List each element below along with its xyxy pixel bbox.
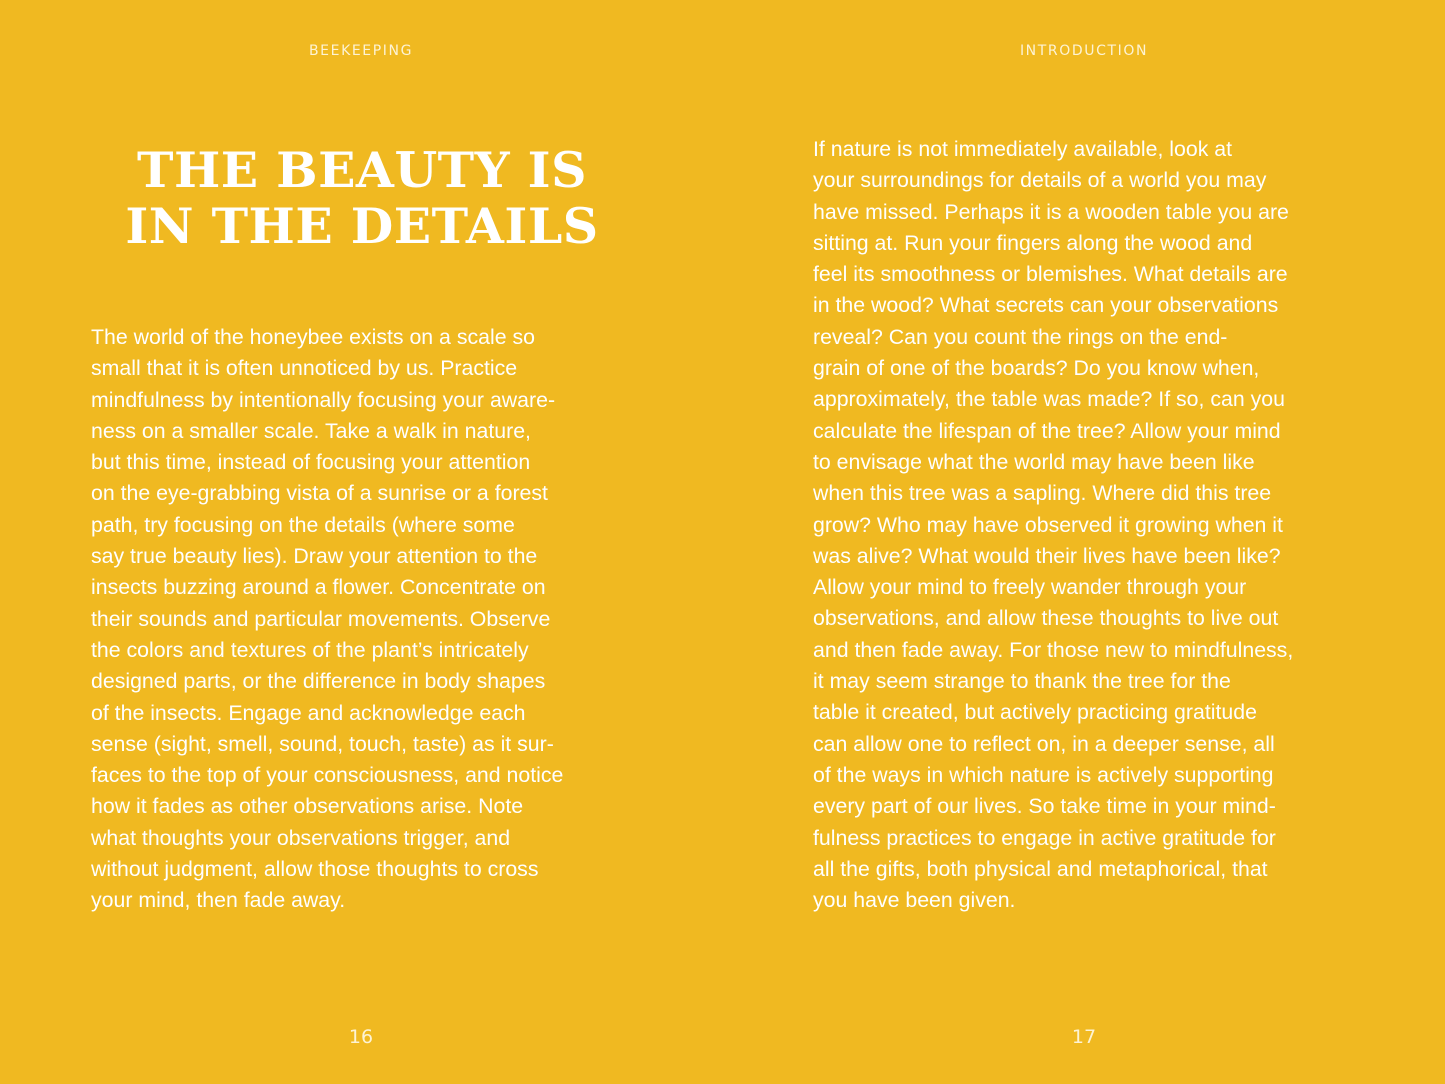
text-line: it may seem strange to thank the tree for the bbox=[813, 669, 1231, 694]
text-line: sense (sight, smell, sound, touch, taste) as it sur- bbox=[91, 731, 554, 756]
page-number-right: 17 bbox=[1071, 1026, 1097, 1048]
left-body-text bbox=[91, 322, 563, 917]
text-line: was alive? What would their lives have been like? bbox=[813, 543, 1281, 568]
chapter-title bbox=[92, 142, 632, 254]
text-line: designed parts, or the difference in body shapes bbox=[91, 669, 546, 694]
text-line: say true beauty lies). Draw your attention to the bbox=[91, 544, 538, 569]
text-line: sitting at. Run your fingers along the wood and bbox=[813, 230, 1253, 255]
text-line: and then fade away. For those new to mindfulness, bbox=[813, 637, 1294, 662]
text-line: feel its smoothness or blemishes. What details are bbox=[813, 262, 1288, 287]
text-line: table it created, but actively practicing gratitude bbox=[813, 700, 1257, 725]
text-line: of the insects. Engage and acknowledge each bbox=[91, 700, 526, 725]
text-line: on the eye-grabbing vista of a sunrise or a forest bbox=[91, 481, 548, 506]
chapter-title-line: IN THE DETAILS bbox=[125, 197, 599, 255]
chapter-title-line: THE BEAUTY IS bbox=[137, 141, 587, 199]
text-line: calculate the lifespan of the tree? Allow your mind bbox=[813, 418, 1281, 443]
text-line: you have been given. bbox=[813, 888, 1016, 913]
text-line: insects buzzing around a flower. Concentrate on bbox=[91, 575, 546, 600]
text-line: how it fades as other observations arise. Note bbox=[91, 794, 524, 819]
text-line: path, try focusing on the details (where some bbox=[91, 512, 515, 537]
text-line: mindfulness by intentionally focusing your aware- bbox=[91, 387, 556, 412]
text-line: can allow one to reflect on, in a deeper sense, all bbox=[813, 731, 1275, 756]
text-line: without judgment, allow those thoughts to cross bbox=[91, 857, 539, 882]
text-line: The world of the honeybee exists on a scale so bbox=[91, 325, 535, 349]
text-line: when this tree was a sapling. Where did this tree bbox=[813, 481, 1272, 506]
text-line: what thoughts your observations trigger, and bbox=[91, 825, 511, 850]
text-line: to envisage what the world may have been like bbox=[813, 449, 1255, 474]
text-line: If nature is not immediately available, look at bbox=[813, 137, 1233, 161]
text-line: grain of one of the boards? Do you know when, bbox=[813, 356, 1260, 381]
text-line: your mind, then fade away. bbox=[91, 888, 346, 913]
right-body-text bbox=[813, 134, 1293, 916]
text-line: your surroundings for details of a world you may bbox=[813, 168, 1267, 193]
text-line: of the ways in which nature is actively supporting bbox=[813, 762, 1274, 787]
text-line: Allow your mind to freely wander through your bbox=[813, 575, 1247, 600]
running-head-left bbox=[0, 43, 722, 59]
text-line: faces to the top of your consciousness, and notice bbox=[91, 763, 564, 788]
text-line: fulness practices to engage in active gratitude for bbox=[813, 825, 1276, 850]
running-head-right-text: INTRODUCTION bbox=[1019, 43, 1149, 59]
text-line: their sounds and particular movements. Observe bbox=[91, 606, 551, 631]
text-line: small that it is often unnoticed by us. Practice bbox=[91, 356, 518, 381]
running-head-left-text: BEEKEEPING bbox=[308, 43, 414, 59]
page-number-left: 16 bbox=[348, 1026, 374, 1048]
left-page bbox=[0, 0, 722, 1084]
text-line: ness on a smaller scale. Take a walk in nature, bbox=[91, 418, 531, 443]
text-line: the colors and textures of the plant’s intricately bbox=[91, 637, 529, 662]
text-line: all the gifts, both physical and metaphorical, that bbox=[813, 856, 1268, 881]
text-line: reveal? Can you count the rings on the end- bbox=[813, 324, 1228, 349]
right-page bbox=[723, 0, 1445, 1084]
text-line: observations, and allow these thoughts to live out bbox=[813, 606, 1279, 631]
text-line: grow? Who may have observed it growing when it bbox=[813, 512, 1283, 537]
text-line: approximately, the table was made? If so, can you bbox=[813, 387, 1285, 412]
running-head-right bbox=[723, 43, 1445, 59]
text-line: every part of our lives. So take time in your mind- bbox=[813, 794, 1276, 819]
text-line: but this time, instead of focusing your attention bbox=[91, 450, 531, 475]
text-line: in the wood? What secrets can your observations bbox=[813, 293, 1279, 318]
text-line: have missed. Perhaps it is a wooden table you are bbox=[813, 199, 1289, 224]
